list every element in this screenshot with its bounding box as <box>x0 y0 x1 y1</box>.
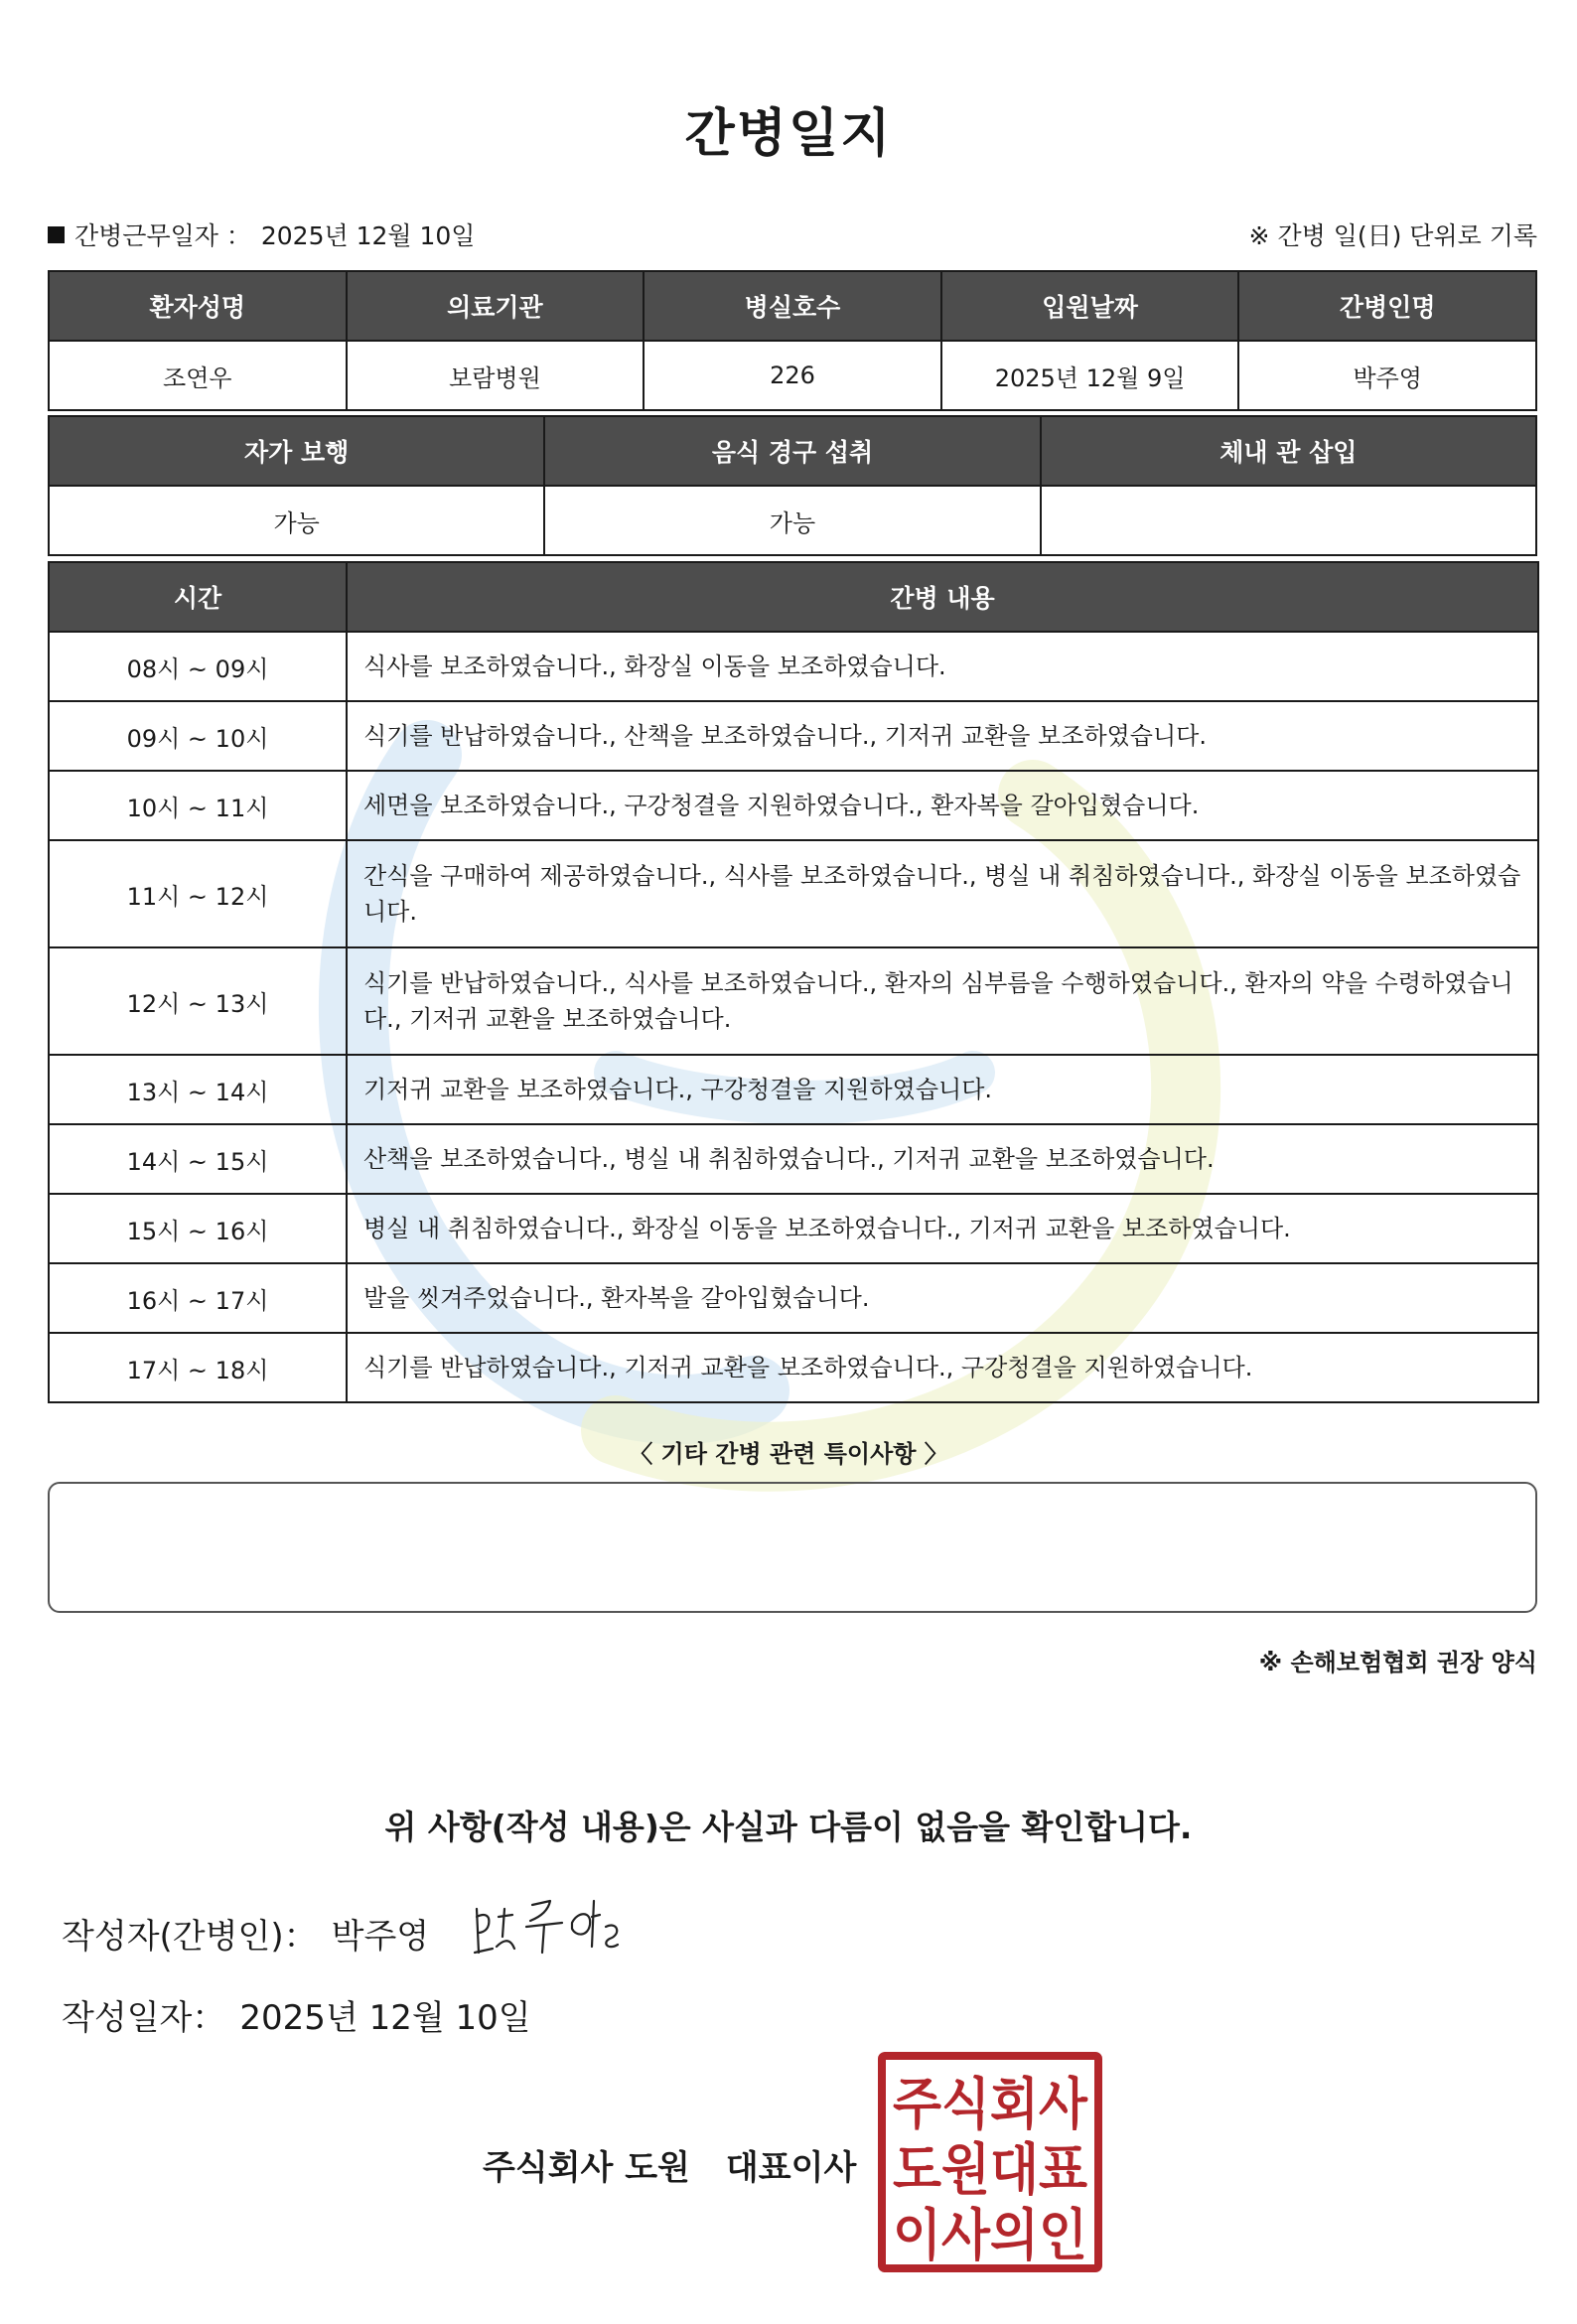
header-admission-date: 입원날짜 <box>941 271 1239 341</box>
table-row <box>49 1333 1538 1402</box>
content-cell: 식기를 반납하였습니다., 기저귀 교환을 보조하였습니다., 구강청결을 지원하였습니다. <box>347 1333 1538 1402</box>
svg-text:주식회사: 주식회사 <box>893 2073 1088 2137</box>
admission-date: 2025년 12월 9일 <box>941 341 1239 410</box>
time-cell: 08시 ~ 09시 <box>49 632 347 701</box>
writer-line <box>62 1909 429 1958</box>
written-date-line <box>62 1990 531 2039</box>
company-line <box>483 2140 856 2189</box>
table-row <box>49 840 1538 947</box>
tube-insertion-status <box>1041 486 1536 555</box>
table-row <box>49 632 1538 701</box>
time-cell: 14시 ~ 15시 <box>49 1124 347 1194</box>
hospital: 보람병원 <box>347 341 645 410</box>
time-cell: 13시 ~ 14시 <box>49 1055 347 1124</box>
written-date-value: 2025년 12월 10일 <box>239 1998 531 2038</box>
header-walking: 자가 보행 <box>49 416 544 486</box>
recommend-note: ※ 손해보험협회 권장 양식 <box>1258 1649 1537 1676</box>
patient-status-table <box>48 415 1537 556</box>
patient-info-table <box>48 270 1537 411</box>
content-cell: 식기를 반납하였습니다., 식사를 보조하였습니다., 환자의 심부름을 수행하였습니다., 환자의 약을 수령하였습니다., 기저귀 교환을 보조하였습니다. <box>347 947 1538 1055</box>
table-row <box>49 771 1538 840</box>
svg-text:이사의인: 이사의인 <box>893 2204 1087 2268</box>
content-cell: 식기를 반납하였습니다., 산책을 보조하였습니다., 기저귀 교환을 보조하였습니다. <box>347 701 1538 771</box>
header-hospital: 의료기관 <box>347 271 645 341</box>
table-row <box>49 1055 1538 1124</box>
caregiver-name: 박주영 <box>1238 341 1536 410</box>
table-row <box>49 1194 1538 1263</box>
table-row <box>49 947 1538 1055</box>
writer-name: 박주영 <box>331 1917 430 1957</box>
patient-name: 조연우 <box>49 341 347 410</box>
content-cell: 간식을 구매하여 제공하였습니다., 식사를 보조하였습니다., 병실 내 취침하였습니다., 화장실 이동을 보조하였습니다. <box>347 840 1538 947</box>
header-tube-insertion: 체내 관 삽입 <box>1041 416 1536 486</box>
table-row <box>49 1263 1538 1333</box>
table-row <box>49 701 1538 771</box>
time-cell: 16시 ~ 17시 <box>49 1263 347 1333</box>
content-cell: 병실 내 취침하였습니다., 화장실 이동을 보조하였습니다., 기저귀 교환을 보조하였습니다. <box>347 1194 1538 1263</box>
content-cell: 기저귀 교환을 보조하였습니다., 구강청결을 지원하였습니다. <box>347 1055 1538 1124</box>
header-care-content: 간병 내용 <box>347 562 1538 632</box>
time-cell: 17시 ~ 18시 <box>49 1333 347 1402</box>
content-cell: 식사를 보조하였습니다., 화장실 이동을 보조하였습니다. <box>347 632 1538 701</box>
document-title: 간병일지 <box>684 104 893 164</box>
header-time: 시간 <box>49 562 347 632</box>
work-date <box>48 217 475 252</box>
content-cell: 산책을 보조하였습니다., 병실 내 취침하였습니다., 기저귀 교환을 보조하였습니다. <box>347 1124 1538 1194</box>
svg-text:도원대표: 도원대표 <box>893 2138 1087 2203</box>
time-cell: 15시 ~ 16시 <box>49 1194 347 1263</box>
remarks-box <box>48 1482 1537 1613</box>
confirmation-statement: 위 사항(작성 내용)은 사실과 다름이 없음을 확인합니다. <box>384 1808 1193 1846</box>
time-cell: 10시 ~ 11시 <box>49 771 347 840</box>
unit-note: ※ 간병 일(日) 단위로 기록 <box>1248 221 1537 250</box>
handwritten-signature <box>469 1887 647 1976</box>
written-date-label: 작성일자： <box>62 1998 226 2038</box>
time-cell: 09시 ~ 10시 <box>49 701 347 771</box>
company-name: 주식회사 도원 <box>483 2148 690 2188</box>
room-number: 226 <box>644 341 941 410</box>
care-log-table <box>48 561 1539 1403</box>
writer-label: 작성자(간병인)： <box>62 1917 318 1957</box>
content-cell: 발을 씻겨주었습니다., 환자복을 갈아입혔습니다. <box>347 1263 1538 1333</box>
header-oral-intake: 음식 경구 섭취 <box>544 416 1040 486</box>
header-patient-name: 환자성명 <box>49 271 347 341</box>
work-date-value: 2025년 12월 10일 <box>260 221 476 250</box>
square-bullet-icon <box>48 226 65 243</box>
company-seal <box>878 2052 1102 2272</box>
time-cell: 12시 ~ 13시 <box>49 947 347 1055</box>
oral-intake-status: 가능 <box>544 486 1040 555</box>
time-cell: 11시 ~ 12시 <box>49 840 347 947</box>
content-cell: 세면을 보조하였습니다., 구강청결을 지원하였습니다., 환자복을 갈아입혔습니다. <box>347 771 1538 840</box>
remarks-title: 〈 기타 간병 관련 특이사항 〉 <box>629 1440 948 1468</box>
work-date-label: 간병근무일자 ： <box>74 221 251 250</box>
table-row <box>49 1124 1538 1194</box>
header-room-number: 병실호수 <box>644 271 941 341</box>
walking-status: 가능 <box>49 486 544 555</box>
header-caregiver-name: 간병인명 <box>1238 271 1536 341</box>
representative-title: 대표이사 <box>725 2148 857 2188</box>
